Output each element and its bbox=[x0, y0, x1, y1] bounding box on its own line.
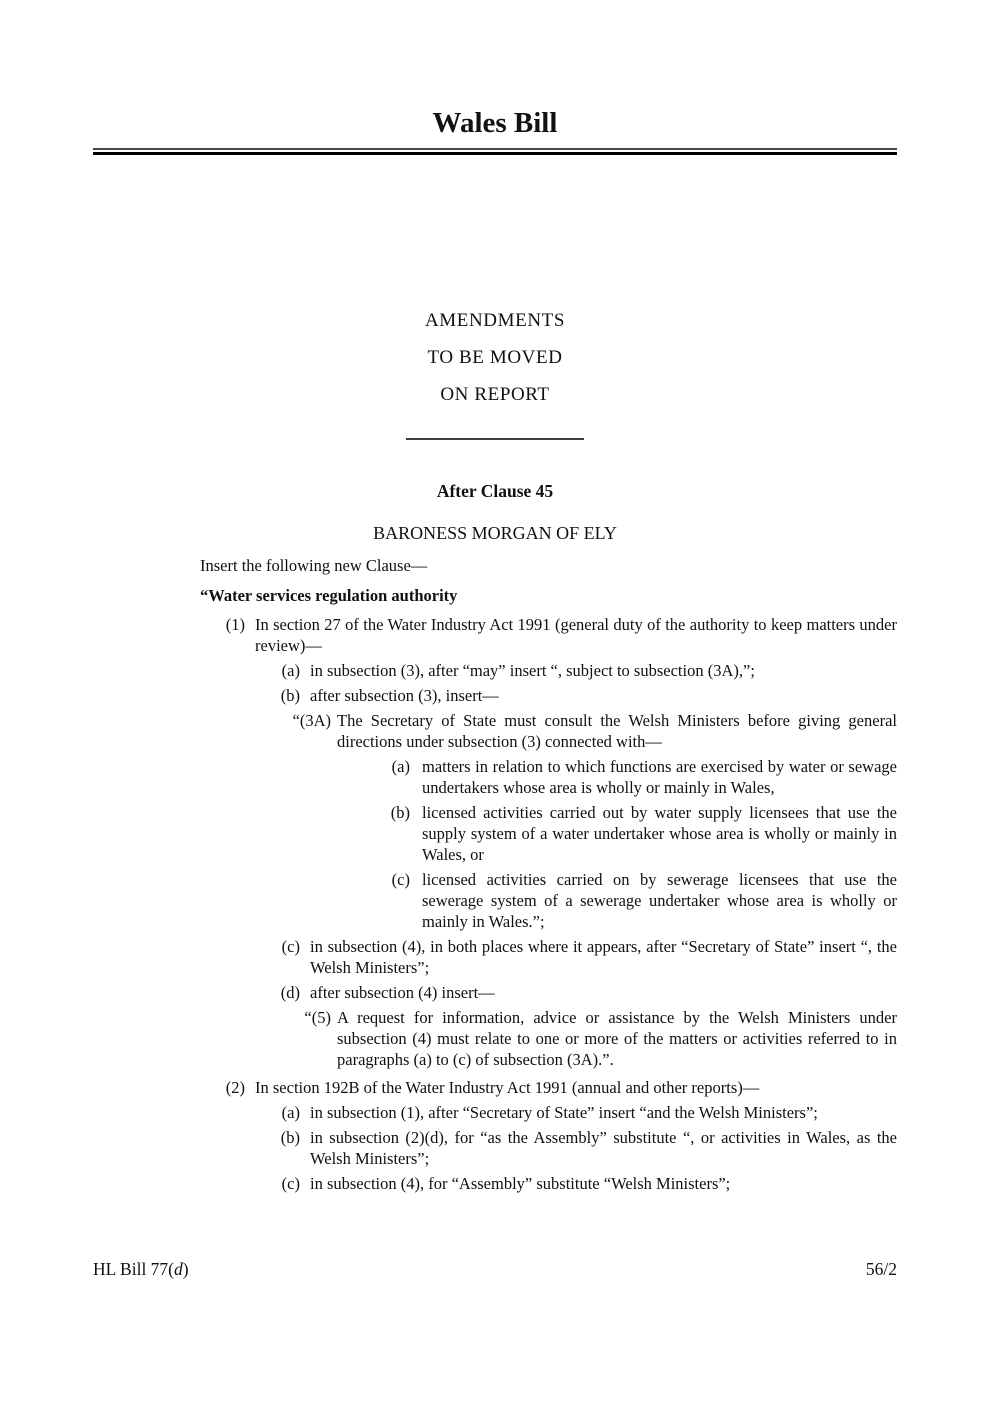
amendment-paragraph bbox=[281, 1173, 897, 1194]
paragraph-text: in subsection (3), after “may” insert “, subject to subsection (3A),”; bbox=[310, 661, 755, 680]
marshalled-caption bbox=[93, 311, 897, 405]
paragraph-label: (c) bbox=[281, 1174, 300, 1193]
amendment-paragraph bbox=[281, 660, 897, 681]
amendment-paragraph bbox=[280, 1127, 897, 1169]
bill-reference-prefix: HL Bill 77( bbox=[93, 1259, 175, 1279]
paragraph-label: (1) bbox=[225, 615, 245, 634]
amendment-paragraph bbox=[281, 1102, 897, 1123]
paragraph-text: after subsection (3), insert— bbox=[310, 686, 499, 705]
amendment-paragraph bbox=[281, 936, 897, 978]
paragraph-label: (c) bbox=[391, 870, 410, 889]
paragraph-text: matters in relation to which functions are exercised by water or sewage undertakers whose area is wholly or mainly in Wales, bbox=[422, 757, 897, 797]
caption-line-on-report: ON REPORT bbox=[440, 384, 550, 405]
paragraph-label: (d) bbox=[280, 983, 300, 1002]
paragraph-text: in subsection (1), after “Secretary of State” insert “and the Welsh Ministers”; bbox=[310, 1103, 818, 1122]
bill-reference-italic: d bbox=[174, 1259, 183, 1279]
paragraph-text: The Secretary of State must consult the Welsh Ministers before giving general directions under subsection (3) connected with— bbox=[337, 711, 897, 751]
clause-heading: After Clause 45 bbox=[436, 481, 554, 501]
paragraph-text: In section 192B of the Water Industry Act 1991 (annual and other reports)— bbox=[255, 1078, 760, 1097]
amendment-paragraph bbox=[391, 756, 897, 798]
paragraph-text: in subsection (2)(d), for “as the Assembly” substitute “, or activities in Wales, as the Welsh Ministers”; bbox=[310, 1128, 897, 1168]
paragraph-text: licensed activities carried on by sewerage licensees that use the sewerage system of a sewerage undertaker whose area is wholly or mainly in Wales.”; bbox=[422, 870, 897, 931]
paragraph-label: (a) bbox=[281, 1103, 300, 1122]
paragraph-label: “(5) bbox=[304, 1008, 331, 1027]
paragraph-text: In section 27 of the Water Industry Act 1991 (general duty of the authority to keep matters under review)— bbox=[255, 615, 897, 655]
amendment-paragraph bbox=[280, 982, 897, 1003]
paragraph-text: licensed activities carried out by water supply licensees that use the supply system of a water undertaker whose area is wholly or mainly in Wales, or bbox=[422, 803, 897, 864]
paragraph-text: A request for information, advice or assistance by the Welsh Ministers under subsection (4) must relate to one or more of the matters or activities referred to in paragraphs (a) to (c) of subsection (3A).”. bbox=[337, 1008, 897, 1069]
separator-rule bbox=[406, 438, 584, 440]
paragraph-label: “(3A) bbox=[292, 711, 331, 730]
amendment-paragraph bbox=[292, 710, 897, 752]
member-name: BARONESS MORGAN OF ELY bbox=[373, 523, 617, 543]
paragraph-label: (b) bbox=[390, 803, 410, 822]
paragraph-label: (b) bbox=[280, 686, 300, 705]
paragraph-label: (a) bbox=[391, 757, 410, 776]
bill-reference-suffix: ) bbox=[182, 1259, 189, 1279]
paragraph-text: in subsection (4), for “Assembly” substitute “Welsh Ministers”; bbox=[310, 1174, 731, 1193]
paragraph-label: (b) bbox=[280, 1128, 300, 1147]
amendment-paragraph bbox=[304, 1007, 897, 1070]
amendment-paragraph bbox=[280, 685, 897, 706]
bill-reference bbox=[93, 1258, 189, 1280]
paragraph-label: (a) bbox=[281, 661, 300, 680]
page-content bbox=[93, 0, 897, 1194]
paragraph-text: after subsection (4) insert— bbox=[310, 983, 495, 1002]
new-clause-title: “Water services regulation authority bbox=[200, 586, 458, 605]
caption-line-amendments: AMENDMENTS bbox=[424, 310, 566, 331]
amendment-body bbox=[200, 614, 897, 1194]
paragraph-label: (2) bbox=[225, 1078, 245, 1097]
amendment-paragraph bbox=[391, 869, 897, 932]
paragraph-text: in subsection (4), in both places where it appears, after “Secretary of State” insert “, the Welsh Ministers”; bbox=[310, 937, 897, 977]
bill-title: Wales Bill bbox=[432, 107, 558, 139]
caption-line-to-be-moved: TO BE MOVED bbox=[427, 347, 563, 368]
title-double-rule bbox=[93, 148, 897, 155]
amendment-paragraph bbox=[390, 802, 897, 865]
instruction-text: Insert the following new Clause— bbox=[200, 556, 428, 575]
title-rule-thick bbox=[93, 152, 897, 155]
amendment-paragraph bbox=[225, 614, 897, 656]
title-rule-thin bbox=[93, 148, 897, 150]
amendment-paragraph bbox=[225, 1077, 897, 1098]
paragraph-label: (c) bbox=[281, 937, 300, 956]
page-footer bbox=[93, 1258, 897, 1280]
amendment-number: 56/2 bbox=[865, 1259, 897, 1279]
